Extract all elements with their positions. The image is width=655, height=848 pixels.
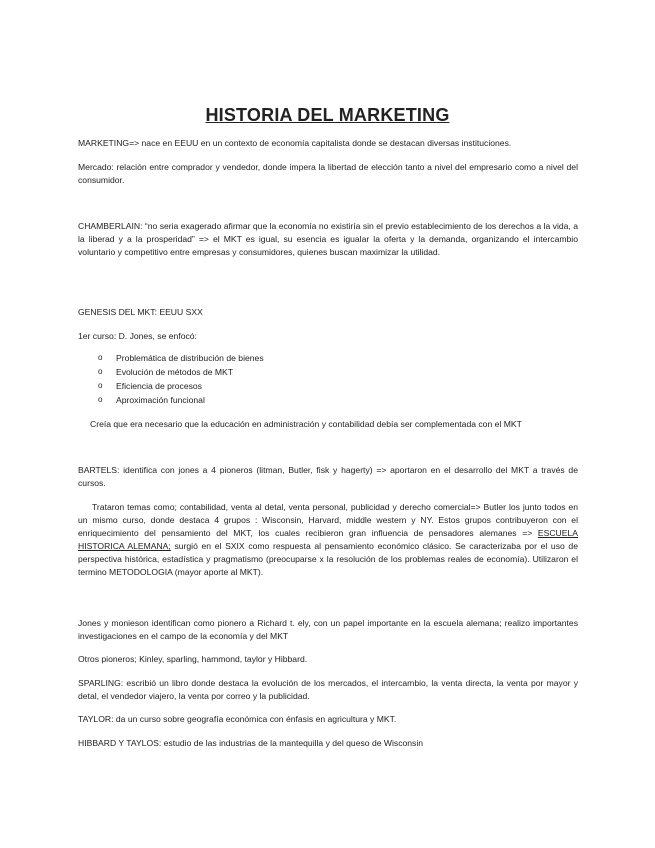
- paragraph-genesis: GENESIS DEL MKT: EEUU SXX: [78, 307, 203, 317]
- paragraph-sparling: SPARLING: escribió un libro donde destaca la evolución de los mercados, el intercambio, la venta directa, la venta por mayor y detal, el vendedor viajero, la venta por correo y la publicidad.: [78, 678, 578, 701]
- paragraph-bartels: BARTELS: identifica con jones a 4 pioneros (litman, Butler, fisk y hagerty) => aportaron en el desarrollo del MKT a través de cursos.: [78, 465, 578, 488]
- list-item: o Evolución de métodos de MKT: [98, 366, 558, 380]
- list-item: o Eficiencia de procesos: [98, 380, 558, 394]
- paragraph-chamberlain: CHAMBERLAIN: “no seria exagerado afirmar que la economía no existiría sin el previo establecimiento de los derechos a la vida, a la liberad y a la prosperidad” => el MKT es igual, su esencia es igualar la oferta y la demanda, organizando el intercambio voluntario y competitivo entre empresas y consumidores, quienes buscan maximizar la utilidad.: [78, 221, 578, 257]
- paragraph-marketing-definition: MARKETING=> nace en EEUU en un contexto de economía capitalista donde se destacan diversas instituciones.: [78, 138, 512, 148]
- page-title: HISTORIA DEL MARKETING: [205, 105, 450, 125]
- paragraph-mercado: Mercado: relación entre comprador y vendedor, donde impera la libertad de elección tanto a nivel del empresario como a nivel del consumidor.: [78, 162, 578, 185]
- paragraph-trataron-continued: surgió en el SXIX como respuesta al pensamiento económico clásico. Se caracterizaba por el uso de perspectiva histórica, estadística y pragmatismo (preocuparse x la resolución de los problemas reales de economía). Utilizaron el termino METODOLOGIA (mayor aporte al MKT).: [78, 541, 578, 577]
- paragraph-trataron: [78, 501, 578, 579]
- paragraph-hibbard: HIBBARD Y TAYLOS: estudio de las industrias de la mantequilla y del queso de Wisconsin: [78, 738, 424, 748]
- paragraph-jones-monieson: Jones y monieson identifican como pionero a Richard t. ely, con un papel importante en la escuela alemana; realizo importantes investigaciones en el campo de la economía y del MKT: [78, 618, 578, 641]
- list-item: o Problemática de distribución de bienes: [98, 352, 558, 366]
- paragraph-creia: Creía que era necesario que la educación en administración y contabilidad debía ser complementada con el MKT: [90, 419, 522, 429]
- focus-list: [98, 352, 558, 408]
- paragraph-taylor: TAYLOR: da un curso sobre geografía económica con énfasis en agricultura y MKT.: [78, 714, 397, 724]
- paragraph-otros-pioneros: Otros pioneros; Kinley, sparling, hammond, taylor y Hibbard.: [78, 654, 308, 664]
- list-item: o Aproximación funcional: [98, 394, 558, 408]
- escuela-historica-alemana: ESCUELA HISTORICA ALEMANA;: [78, 528, 578, 551]
- paragraph-trataron-text: Trataron temas como; contabilidad, venta al detal, venta personal, publicidad y derecho comercial=> Butler los junto todos en un mismo curso, donde destaca 4 grupos : Wisconsin, Harvard, middle western y NY. Estos grupos contribuyeron con el enriquecimiento del pensamiento del MKT, los cuales recibieron gran influencia de pensadores alemanes =>: [78, 502, 578, 538]
- paragraph-primer-curso: 1er curso: D. Jones, se enfocó:: [78, 331, 197, 341]
